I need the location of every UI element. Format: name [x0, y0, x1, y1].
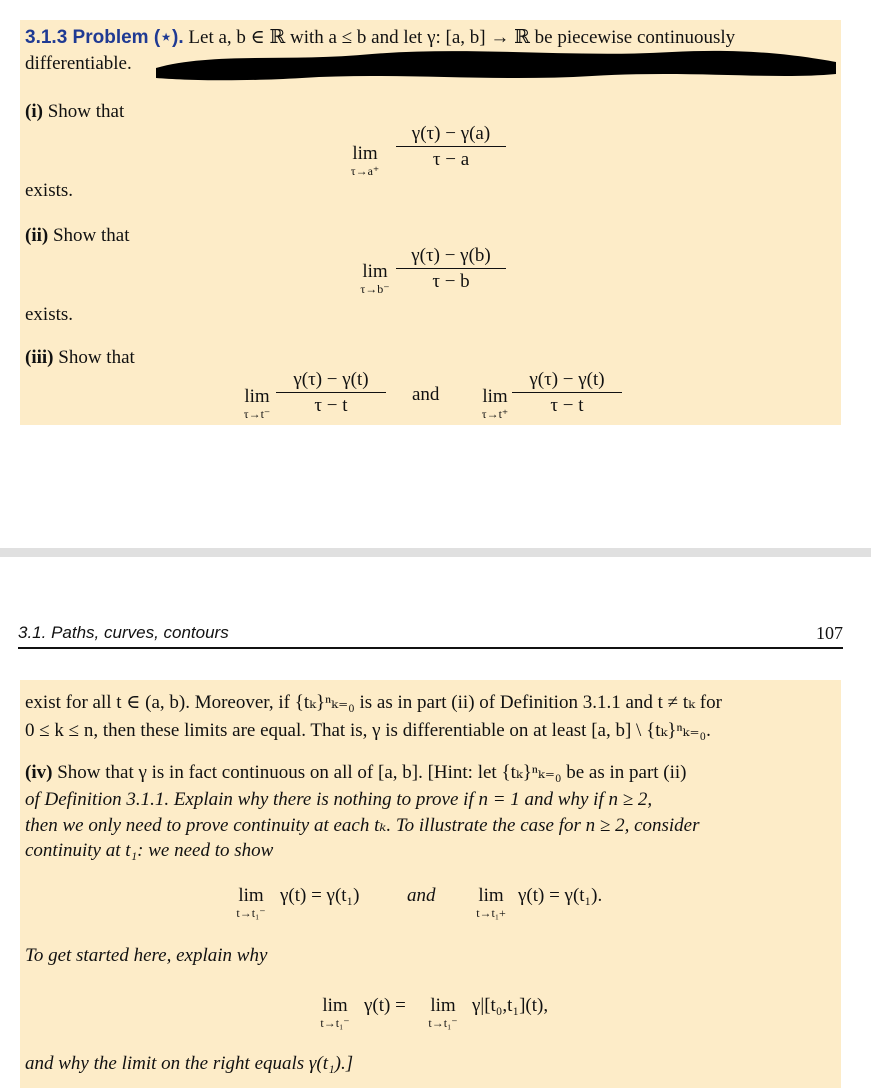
part-iii-line: [25, 347, 135, 369]
part-iii-fraction-left: [276, 368, 386, 419]
page-separator: [0, 548, 871, 557]
intro-text: Let a, b ∈ ℝ with a ≤ b and let γ: [a, b] → ℝ be piecewise continuously: [188, 27, 736, 48]
lim-word: lim: [482, 386, 508, 407]
part-i-after: exists.: [25, 180, 74, 201]
bottom-line1: exist for all t ∈ (a, b). Moreover, if {tₖ}ⁿₖ₌₀ is as in part (ii) of Definition 3.1.1 and t ≠ tₖ for: [25, 692, 722, 713]
lim-word: lim: [478, 885, 504, 906]
part-i-text: Show that: [47, 101, 125, 122]
part-iii-den-right: τ − t: [550, 395, 584, 417]
part-iv-line2: of Definition 3.1.1. Explain why there is nothing to prove if n = 1 and why if n ≥ 2,: [25, 789, 653, 810]
lim-word: lim: [352, 143, 378, 164]
part-i-line: [25, 101, 124, 123]
part-iv-label: (iv): [25, 762, 53, 783]
eq2-right: γ|[t₀,t₁](t),: [472, 995, 549, 1016]
eq2-left: γ(t) =: [364, 995, 406, 1016]
part-iii-den-left: τ − t: [314, 395, 348, 417]
part-ii-num: γ(τ) − γ(b): [411, 245, 491, 266]
part-ii-lim: [350, 262, 400, 296]
part-ii-fraction: [396, 244, 506, 295]
part-ii-den: τ − b: [432, 271, 470, 293]
part-iv-line1: [25, 762, 687, 784]
eq2-lim-left: [310, 996, 360, 1030]
part-ii-after: exists.: [25, 304, 74, 325]
eq1-lim-right: [466, 886, 516, 920]
and-word: and: [412, 384, 440, 405]
eq1-and: and: [407, 885, 436, 906]
eq1-left: γ(t) = γ(t₁): [280, 885, 360, 906]
last-line: and why the limit on the right equals γ(t₁).]: [25, 1053, 354, 1074]
part-i-den: τ − a: [432, 149, 470, 171]
part-i-label: (i): [25, 101, 43, 122]
part-ii-lim-sub: τ→b⁻: [360, 282, 390, 296]
part-ii-label: (ii): [25, 225, 49, 246]
part-iii-num-left: γ(τ) − γ(t): [293, 369, 369, 390]
bottom-line2: 0 ≤ k ≤ n, then these limits are equal. That is, γ is differentiable on at least [a, b] \ {tₖ}ⁿₖ₌₀.: [25, 720, 711, 741]
eq1-lim-left: [226, 886, 276, 920]
part-i-num: γ(τ) − γ(a): [411, 123, 491, 144]
part-iii-label: (iii): [25, 347, 54, 368]
part-iii-fraction-right: [512, 368, 622, 419]
part-iii-lim1-sub: τ→t⁻: [243, 407, 271, 421]
eq2-right-sub: t→t₁⁻: [428, 1016, 458, 1030]
eq2-left-sub: t→t₁⁻: [320, 1016, 350, 1030]
lim-word: lim: [244, 386, 270, 407]
part-i-fraction: [396, 122, 506, 173]
part-iv-line4: continuity at t₁: we need to show: [25, 840, 274, 861]
part-iii-text: Show that: [58, 347, 135, 368]
eq1-left-sub: t→t₁⁻: [236, 906, 266, 920]
running-header-title: 3.1. Paths, curves, contours: [18, 623, 229, 642]
lim-word: lim: [430, 995, 456, 1016]
part-iii-lim2-sub: τ→t⁺: [481, 407, 509, 421]
part-iii-lim-left: [232, 387, 282, 421]
page-number: 107: [816, 623, 843, 643]
eq2-lim-right: [418, 996, 468, 1030]
part-iii-num-right: γ(τ) − γ(t): [529, 369, 605, 390]
intro-line2: differentiable.: [25, 53, 132, 74]
header-rule: [18, 647, 843, 649]
part-i-lim-sub: τ→a⁺: [350, 164, 380, 178]
part-iv-text1: Show that γ is in fact continuous on all of [a, b]. [Hint: let {tₖ}ⁿₖ₌₀ be as in part (ii): [57, 762, 687, 783]
lim-word: lim: [362, 261, 388, 282]
getting-started: To get started here, explain why: [25, 945, 268, 966]
part-i-lim: [340, 144, 390, 178]
eq1-right: γ(t) = γ(t₁).: [518, 885, 603, 906]
lim-word: lim: [322, 995, 348, 1016]
part-iv-line3: then we only need to prove continuity at each tₖ. To illustrate the case for n ≥ 2, consider: [25, 815, 700, 836]
redaction-scribble: [152, 44, 842, 84]
eq1-right-sub: t→t₁+: [476, 906, 506, 920]
part-ii-text: Show that: [52, 225, 130, 246]
problem-label: 3.1.3 Problem (⋆).: [25, 27, 184, 48]
lim-word: lim: [238, 885, 264, 906]
part-ii-line: [25, 225, 130, 247]
